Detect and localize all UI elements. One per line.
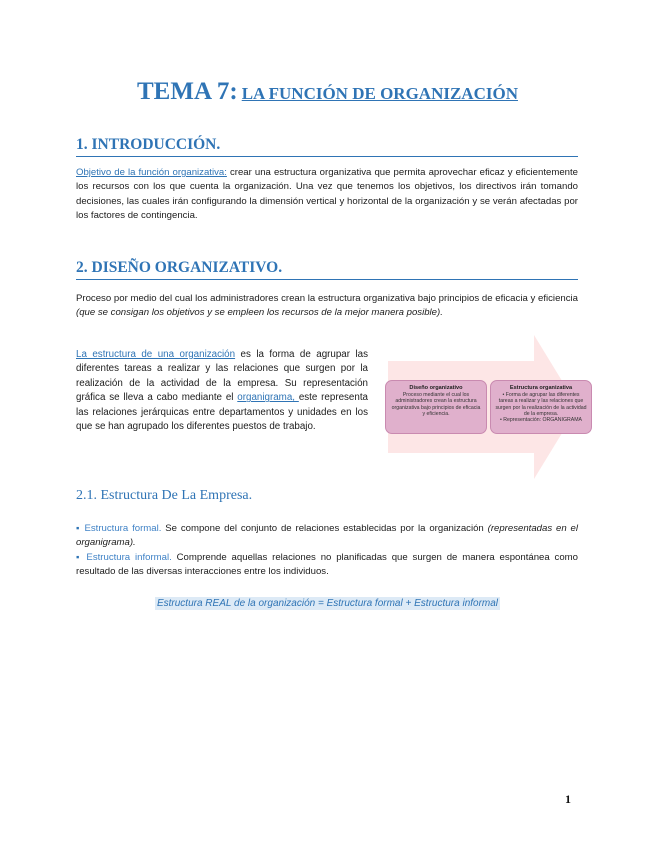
objetivo-link[interactable]: Objetivo de la función organizativa: [76, 167, 227, 178]
organization-diagram [382, 333, 587, 481]
box1-title: Diseño organizativo [409, 385, 463, 391]
section-1-rule [76, 156, 578, 157]
bullet-icon: ▪ [76, 552, 82, 563]
section-1-heading: 1. INTRODUCCIÓN. [76, 136, 221, 153]
box1-text: Proceso mediante el cual los administradores crean la estructura organizativa bajo principios de eficacia y eficiencia. [391, 392, 481, 417]
section-2-intro-text: Proceso por medio del cual los administradores crean la estructura organizativa bajo principios de eficacia y eficiencia [76, 293, 578, 304]
page-number: 1 [565, 792, 571, 806]
bullet-icon: ▪ [76, 523, 81, 534]
section-2-heading: 2. DISEÑO ORGANIZATIVO. [76, 259, 283, 276]
formula-text: Estructura REAL de la organización = Estructura formal + Estructura informal [156, 598, 499, 609]
section-2-intro [76, 292, 578, 321]
organigrama-link[interactable]: organigrama, [237, 392, 299, 404]
box2-text: • Forma de agrupar las diferentes tareas a realizar y las relaciones que surgen por la realización de la actividad de la empresa. [495, 392, 587, 417]
box2-representation: • Representación: ORGANIGRAMA [500, 417, 582, 424]
estructura-link[interactable]: La estructura de una organización [76, 349, 236, 360]
estructura-informal-item [76, 551, 578, 580]
section-1-body: crear una estructura organizativa que permita aprovechar eficaz y eficientemente los recursos con los que cuenta la organización. Una vez que tenemos los objetivos, los directivos irán tomando decisiones, las cuales irán configurando la dimensión vertical y horizontal de la organización y se verán afectadas por los factores de contingencia. [76, 167, 579, 222]
box2-title: Estructura organizativa [509, 385, 573, 391]
section-1-paragraph [76, 166, 578, 224]
estructura-formal-item [76, 522, 578, 551]
formal-italic: (representadas en el organigrama). [76, 523, 579, 549]
formal-label: Estructura formal. [84, 523, 162, 534]
informal-label: Estructura informal. [86, 552, 172, 563]
formula-line [0, 593, 655, 611]
section-2-1-heading: 2.1. Estructura De La Empresa. [76, 488, 253, 503]
estructura-paragraph [76, 348, 368, 434]
diagram-box-diseno [385, 380, 487, 434]
diagram-box-estructura [490, 380, 592, 434]
section-2-intro-italic: (que se consigan los objetivos y se empleen los recursos de la mejor manera posible). [76, 307, 443, 319]
formal-text: Se compone del conjunto de relaciones establecidas por la organización [161, 523, 488, 534]
title-sub: LA FUNCIÓN DE ORGANIZACIÓN [241, 84, 518, 103]
section-2-rule [76, 279, 578, 280]
estructura-text-1: es la forma de agrupar las diferentes tareas a realizar y las relaciones que surgen por la realización de la actividad de la empresa. Su representación gráfica se lleva a cabo mediante el [76, 349, 368, 404]
informal-text: Comprende aquellas relaciones no planificadas que surgen de manera espontánea como resultado de las diversas interacciones entre los individuos. [76, 552, 578, 578]
title-main: TEMA 7: [137, 78, 238, 105]
estructura-text-2: este representa las relaciones jerárquicas entre departamentos y unidades en los que se han agrupado los diferentes puestos de trabajo. [76, 392, 369, 433]
page-title [0, 78, 655, 106]
